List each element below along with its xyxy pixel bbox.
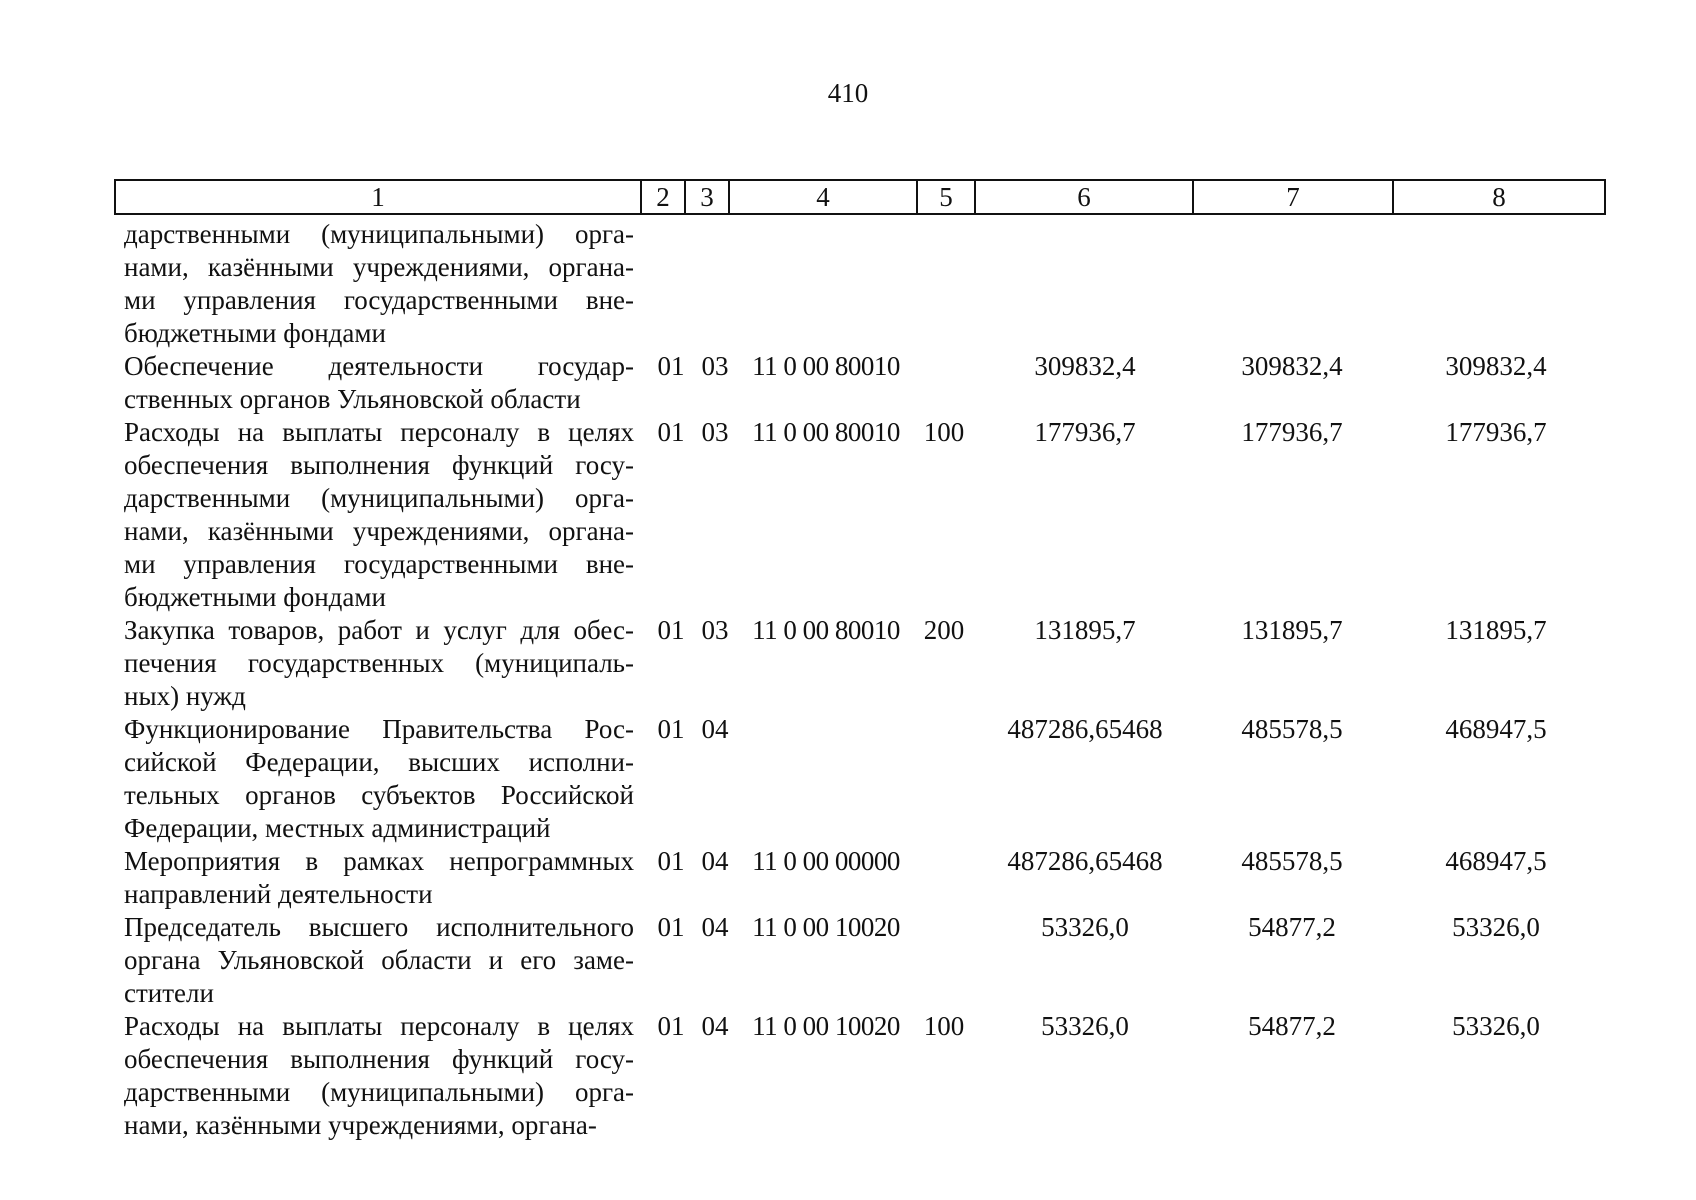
subsection-code: 04 (701, 714, 729, 744)
table-row (124, 1010, 1624, 1142)
subsection-code: 04 (701, 846, 729, 876)
description-line: дарственными (муниципальными) орга- (124, 1077, 634, 1107)
column-header-row (115, 180, 1605, 214)
amount-col-6: 309832,4 (1034, 351, 1136, 381)
section-code: 01 (657, 417, 685, 447)
row-description (124, 614, 634, 713)
row-description (124, 350, 634, 416)
table-body (124, 218, 1624, 1142)
description-line: Председатель высшего исполнительного (124, 912, 634, 942)
description-line: бюджетными фондами (124, 318, 386, 348)
target-article-code: 11 0 00 10020 (752, 1011, 900, 1041)
table-row (124, 350, 1624, 416)
description-line: Мероприятия в рамках непрограммных (124, 846, 634, 876)
description-line: нами, казёнными учреждениями, органа- (124, 252, 634, 282)
amount-col-8: 309832,4 (1445, 351, 1547, 381)
target-article-code: 11 0 00 10020 (752, 912, 900, 942)
column-header-4: 4 (729, 180, 917, 214)
description-line: Федерации, местных администраций (124, 813, 551, 843)
subsection-code: 03 (701, 615, 729, 645)
description-line: бюджетными фондами (124, 582, 386, 612)
table-row (124, 218, 1624, 350)
subsection-code: 03 (701, 417, 729, 447)
section-code: 01 (657, 1011, 685, 1041)
table-row (124, 614, 1624, 713)
section-code: 01 (657, 615, 685, 645)
amount-col-6: 487286,65468 (1007, 714, 1163, 744)
row-description (124, 713, 634, 845)
section-code: 01 (657, 846, 685, 876)
description-line: органа Ульяновской области и его заме- (124, 945, 634, 975)
amount-col-8: 468947,5 (1445, 714, 1547, 744)
target-article-code: 11 0 00 80010 (752, 417, 900, 447)
amount-col-6: 53326,0 (1041, 912, 1129, 942)
target-article-code: 11 0 00 80010 (752, 351, 900, 381)
description-line: нами, казёнными учреждениями, органа- (124, 516, 634, 546)
description-line: ных) нужд (124, 681, 246, 711)
description-line: нами, казёнными учреждениями, органа- (124, 1110, 597, 1140)
amount-col-6: 53326,0 (1041, 1011, 1129, 1041)
table-row (124, 713, 1624, 845)
description-line: Расходы на выплаты персоналу в целях (124, 417, 634, 447)
amount-col-7: 131895,7 (1241, 615, 1343, 645)
description-line: Функционирование Правительства Рос- (124, 714, 634, 744)
description-line: ственных органов Ульяновской области (124, 384, 581, 414)
column-header-6: 6 (975, 180, 1193, 214)
table-row (124, 845, 1624, 911)
expense-type-code: 100 (923, 417, 965, 447)
amount-col-7: 485578,5 (1241, 714, 1343, 744)
column-header-5: 5 (917, 180, 975, 214)
column-header-table (114, 179, 1606, 215)
description-line: Закупка товаров, работ и услуг для обес- (124, 615, 634, 645)
column-header-2: 2 (641, 180, 685, 214)
amount-col-6: 487286,65468 (1007, 846, 1163, 876)
amount-col-6: 131895,7 (1034, 615, 1136, 645)
row-description (124, 845, 634, 911)
amount-col-7: 177936,7 (1241, 417, 1343, 447)
subsection-code: 03 (701, 351, 729, 381)
column-header-3: 3 (685, 180, 729, 214)
description-line: ми управления государственными вне- (124, 549, 634, 579)
row-description (124, 416, 634, 614)
amount-col-8: 53326,0 (1452, 1011, 1540, 1041)
section-code: 01 (657, 912, 685, 942)
amount-col-7: 54877,2 (1248, 912, 1336, 942)
amount-col-7: 54877,2 (1248, 1011, 1336, 1041)
column-header-7: 7 (1193, 180, 1393, 214)
column-header-1: 1 (115, 180, 641, 214)
description-line: дарственными (муниципальными) орга- (124, 219, 634, 249)
expense-type-code: 100 (923, 1011, 965, 1041)
amount-col-8: 53326,0 (1452, 912, 1540, 942)
expense-type-code: 200 (923, 615, 965, 645)
description-line: сийской Федерации, высших исполни- (124, 747, 634, 777)
description-line: стители (124, 978, 214, 1008)
amount-col-8: 131895,7 (1445, 615, 1547, 645)
description-line: тельных органов субъектов Российской (124, 780, 634, 810)
subsection-code: 04 (701, 912, 729, 942)
row-description (124, 911, 634, 1010)
row-description (124, 218, 634, 350)
amount-col-8: 177936,7 (1445, 417, 1547, 447)
description-line: дарственными (муниципальными) орга- (124, 483, 634, 513)
amount-col-6: 177936,7 (1034, 417, 1136, 447)
description-line: Расходы на выплаты персоналу в целях (124, 1011, 634, 1041)
section-code: 01 (657, 714, 685, 744)
amount-col-8: 468947,5 (1445, 846, 1547, 876)
section-code: 01 (657, 351, 685, 381)
table-row (124, 911, 1624, 1010)
table-row (124, 416, 1624, 614)
description-line: печения государственных (муниципаль- (124, 648, 634, 678)
amount-col-7: 309832,4 (1241, 351, 1343, 381)
target-article-code: 11 0 00 00000 (752, 846, 900, 876)
row-description (124, 1010, 634, 1142)
description-line: Обеспечение деятельности государ- (124, 351, 634, 381)
description-line: ми управления государственными вне- (124, 285, 634, 315)
description-line: направлений деятельности (124, 879, 433, 909)
description-line: обеспечения выполнения функций госу- (124, 1044, 634, 1074)
column-header-8: 8 (1393, 180, 1605, 214)
subsection-code: 04 (701, 1011, 729, 1041)
description-line: обеспечения выполнения функций госу- (124, 450, 634, 480)
amount-col-7: 485578,5 (1241, 846, 1343, 876)
page-number: 410 (827, 78, 869, 108)
target-article-code: 11 0 00 80010 (752, 615, 900, 645)
